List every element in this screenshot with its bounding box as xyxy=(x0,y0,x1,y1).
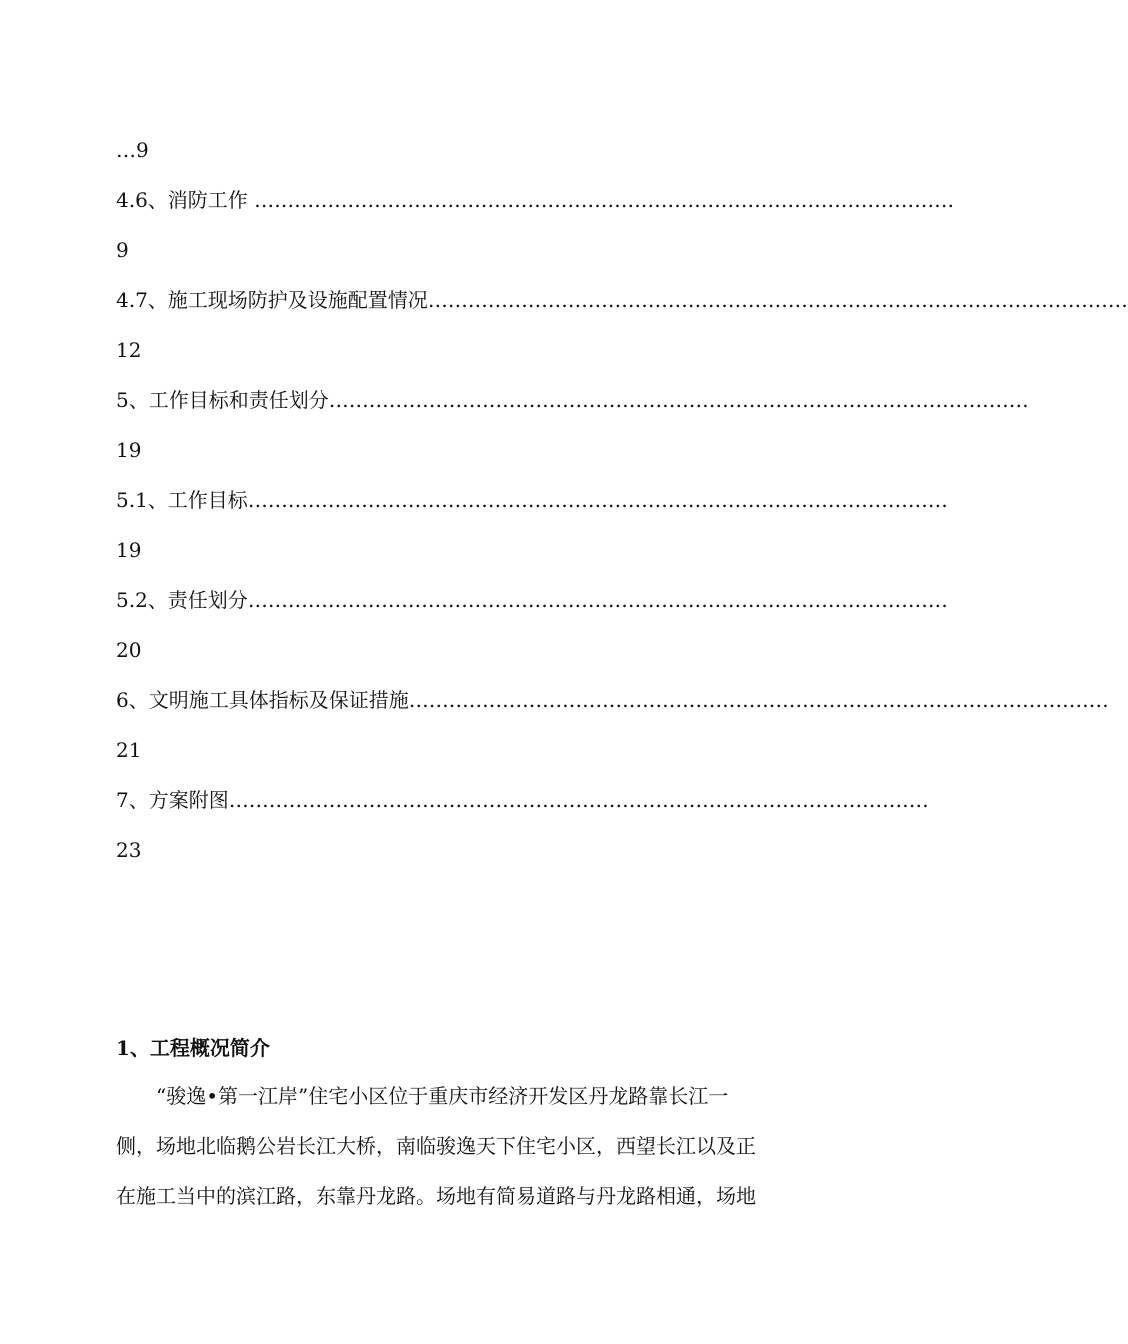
paragraph-line: 在施工当中的滨江路，东靠丹龙路。场地有简易道路与丹龙路相通，场地 xyxy=(116,1184,756,1208)
toc-entry[interactable] xyxy=(116,286,1128,314)
toc-entry-page: 19 xyxy=(116,538,142,562)
section-heading: 1、工程概况简介 xyxy=(116,1036,270,1060)
toc-entry-label: 5、工作目标和责任划分 xyxy=(116,388,329,412)
toc-entry[interactable] xyxy=(116,586,948,614)
toc-entry-page: 12 xyxy=(116,338,142,362)
toc-entry-page: 21 xyxy=(116,738,142,762)
toc-entry-label: 5.1、工作目标 xyxy=(116,488,248,512)
toc-entry[interactable] xyxy=(116,786,929,814)
toc-entry[interactable] xyxy=(116,486,948,514)
toc-leader-dots: …………………………………………………………………………………………… xyxy=(328,388,1029,412)
toc-entry[interactable] xyxy=(116,386,1029,414)
toc-entry-page: 9 xyxy=(116,238,129,262)
toc-leader-dots: …………………………………………………………………………………………… xyxy=(408,688,1109,712)
toc-leader-dots: …………………………………………………………………………………………… xyxy=(427,288,1128,312)
toc-entry-page: 19 xyxy=(116,438,142,462)
toc-leader-dots: …………………………………………………………………………………………… xyxy=(254,188,955,212)
toc-entry[interactable] xyxy=(116,686,1109,714)
toc-leader-dots: …………………………………………………………………………………………… xyxy=(247,588,948,612)
toc-entry-label: 7、方案附图 xyxy=(116,788,229,812)
toc-entry-page: 20 xyxy=(116,638,142,662)
toc-leader-dots: …………………………………………………………………………………………… xyxy=(247,488,948,512)
toc-entry-label: 5.2、责任划分 xyxy=(116,588,248,612)
toc-entry-label: 4.7、施工现场防护及设施配置情况 xyxy=(116,288,428,312)
toc-entry[interactable] xyxy=(116,186,955,214)
toc-entry-label: 6、文明施工具体指标及保证措施 xyxy=(116,688,409,712)
paragraph-line: 侧，场地北临鹅公岩长江大桥，南临骏逸天下住宅小区，西望长江以及正 xyxy=(116,1134,756,1158)
toc-leader-dots: …………………………………………………………………………………………… xyxy=(228,788,929,812)
toc-entry-page: 23 xyxy=(116,838,142,862)
toc-entry-label: 4.6、消防工作 xyxy=(116,188,255,212)
paragraph-line: “骏逸•第一江岸”住宅小区位于重庆市经济开发区丹龙路靠长江一 xyxy=(116,1084,729,1108)
toc-continued-page: …9 xyxy=(116,138,149,162)
